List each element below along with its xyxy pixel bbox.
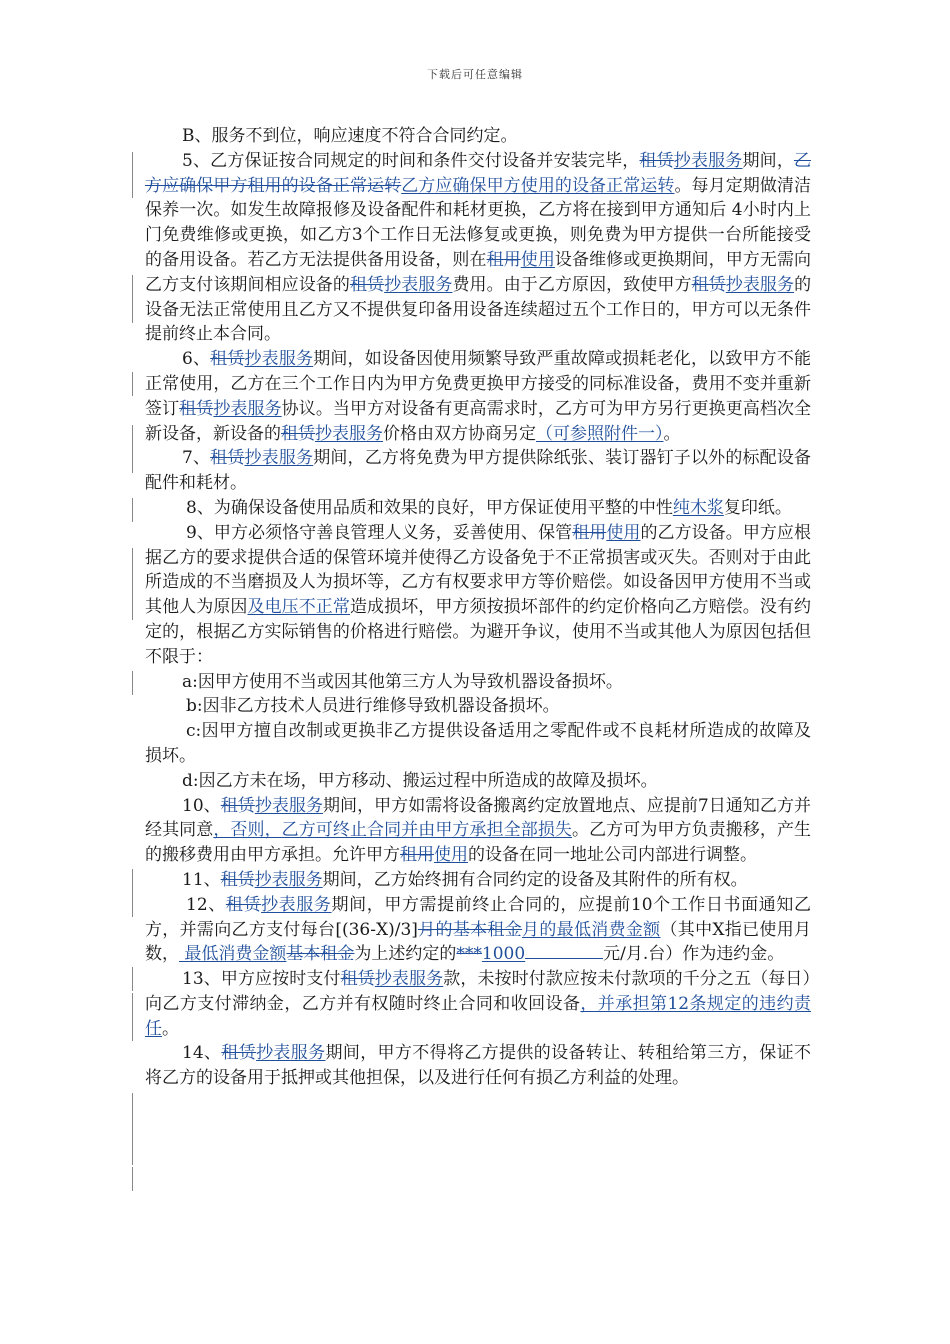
inserted-text: 及电压不正常 bbox=[247, 597, 350, 618]
page-header: 下载后可任意编辑 bbox=[427, 68, 523, 81]
deleted-text: 租赁 bbox=[179, 398, 214, 419]
inserted-text: 抄表服务 bbox=[254, 795, 323, 816]
change-bar bbox=[132, 869, 133, 917]
deleted-text: *** bbox=[456, 944, 482, 965]
body-text: 10、 bbox=[182, 795, 221, 816]
body-text: 款，未按时付款应按未付款项的千分之五（每日）向乙方支付滞纳金，乙方并有权随时终止合同和收回设备 bbox=[145, 969, 812, 1014]
inserted-text: 使用 bbox=[520, 249, 555, 270]
body-text: 6、 bbox=[182, 349, 211, 370]
body-text: 期间，甲方不得将乙方提供的设备转让、转租给第三方，保证不将乙方的设备用于抵押或其他担保，以及进行任何有损乙方利益的处理。 bbox=[145, 1043, 812, 1089]
body-text: 的乙方设备。甲方应根据乙方的要求提供合适的保管环境并使得乙方设备免于不正常损害或灭失。否则对于由此所造成的不当磨损及人为损坏等，乙方有权要求甲方等价赔偿。如设备因甲方使用不当或其他人为原因 bbox=[145, 522, 811, 618]
change-bar bbox=[132, 1167, 133, 1191]
body-text: B、服务不到位，响应速度不符合合同约定。 bbox=[182, 126, 518, 146]
body-text: 。 bbox=[162, 1018, 179, 1039]
fill-blank bbox=[525, 942, 603, 959]
body-text: 元/月.台）作为违约金。 bbox=[603, 944, 785, 965]
deleted-text: 租用 bbox=[400, 845, 434, 866]
change-bar bbox=[132, 425, 133, 473]
body-text: 11、 bbox=[182, 869, 221, 890]
deleted-text: 租赁 bbox=[340, 969, 375, 990]
body-text: 费用。由于乙方原因，致使甲方 bbox=[452, 274, 692, 295]
paragraph-11 bbox=[145, 868, 811, 893]
body-text: 价格由双方协商另定 bbox=[383, 423, 536, 444]
inserted-text: 抄表服务 bbox=[244, 448, 314, 469]
body-text: 的设备在同一地址公司内部进行调整。 bbox=[468, 845, 757, 866]
inserted-text: 最低消费金额 bbox=[179, 944, 287, 965]
body-text: 8、为确保设备使用品质和效果的良好，甲方保证使用平整的中性 bbox=[186, 497, 673, 518]
deleted-text: 租赁 bbox=[210, 448, 245, 469]
body-text: 期间，如设备因使用频繁导致严重故障或损耗老化，以致甲方不能正常使用，乙方在三个工作日内为甲方免费更换甲方接受的同标准设备，费用不变并重新签订 bbox=[145, 349, 812, 419]
paragraph-b bbox=[145, 124, 811, 149]
paragraph-6 bbox=[145, 347, 811, 446]
inserted-text: 抄表服务 bbox=[374, 969, 444, 990]
deleted-text: 租赁 bbox=[281, 423, 315, 444]
body-text: 协议。当甲方对设备有更高需求时，乙方可为甲方另行更换更高档次全新设备，新设备的 bbox=[145, 398, 812, 444]
body-text: 期间，甲方如需将设备搬离约定放置地点、应提前7日通知乙方并经其同意 bbox=[145, 795, 811, 841]
inserted-text: 抄表服务 bbox=[254, 869, 323, 890]
inserted-text: 抄表服务 bbox=[213, 398, 282, 419]
body-text: 14、 bbox=[182, 1043, 222, 1064]
paragraph-9d bbox=[145, 769, 811, 794]
deleted-text: 租赁 bbox=[220, 795, 255, 816]
change-bar bbox=[132, 275, 133, 323]
deleted-text: 租用 bbox=[572, 522, 607, 543]
body-text: 的设备无法正常使用且乙方又不提供复印备用设备连续超过五个工作日的，甲方可以无条件提前终止本合同。 bbox=[145, 274, 812, 345]
paragraph-14 bbox=[145, 1041, 811, 1091]
deleted-text: 租赁 bbox=[220, 869, 255, 890]
inserted-text: 1000 bbox=[481, 944, 526, 965]
body-text: 期间，甲方需提前终止合同的，应提前10个工作日书面通知乙方，并需向乙方支付每台[(36-X)/3] bbox=[145, 894, 811, 940]
body-text: 期间，乙方始终拥有合同约定的设备及其附件的所有权。 bbox=[322, 869, 748, 890]
body-text: b:因非乙方技术人员进行维修导致机器设备损坏。 bbox=[186, 696, 560, 717]
change-bar bbox=[132, 1093, 133, 1165]
inserted-text: 抄表服务 bbox=[315, 423, 383, 444]
deleted-text: 租赁 bbox=[349, 274, 385, 295]
inserted-text: ，否则，乙方可终止合同并由甲方承担全部损失 bbox=[213, 820, 572, 841]
change-bar bbox=[132, 993, 133, 1041]
body-text: 12、 bbox=[186, 894, 226, 915]
body-text: （其中X指已使用月数， bbox=[145, 919, 812, 965]
body-text: d:因乙方未在场，甲方移动、搬运过程中所造成的故障及损坏。 bbox=[182, 770, 658, 791]
deleted-text: 乙方应确保甲方租用的设备正常运转 bbox=[145, 150, 811, 196]
change-bar bbox=[132, 548, 133, 596]
body-text: 期间，乙方将免费为甲方提供除纸张、装订器钉子以外的标配设备配件和耗材。 bbox=[145, 448, 812, 494]
deleted-text: 租赁 bbox=[210, 349, 245, 370]
deleted-text: 租赁 bbox=[691, 274, 726, 295]
inserted-text: 乙方应确保甲方使用的设备正常运转 bbox=[401, 175, 675, 196]
body-text: c:因甲方擅自改制或更换非乙方提供设备适用之零配件或不良耗材所造成的故障及损坏。 bbox=[145, 721, 811, 766]
body-text: 复印纸。 bbox=[723, 497, 792, 518]
inserted-text: 使用 bbox=[434, 845, 468, 866]
paragraph-10 bbox=[145, 794, 811, 868]
change-bar bbox=[132, 372, 133, 396]
deleted-text: 租赁 bbox=[639, 150, 674, 171]
deleted-text: 基本租金 bbox=[286, 944, 355, 965]
body-text: 。 bbox=[663, 423, 681, 444]
inserted-text: 纯木浆 bbox=[672, 497, 724, 518]
inserted-text: 抄表服务 bbox=[256, 1043, 326, 1064]
body-text: 13、甲方应按时支付 bbox=[182, 969, 341, 990]
inserted-text: 抄表服务 bbox=[673, 150, 743, 171]
body-text: 期间， bbox=[742, 150, 794, 171]
change-bar bbox=[132, 498, 133, 522]
change-bar bbox=[132, 596, 133, 620]
inserted-text: 抄表服务 bbox=[244, 349, 314, 370]
change-bar bbox=[132, 967, 133, 991]
inserted-text: 抄表服务 bbox=[261, 894, 332, 915]
inserted-text: 使用 bbox=[606, 522, 641, 543]
body-text: 设备维修或更换期间，甲方无需向乙方支付该期间相应设备的 bbox=[145, 249, 812, 295]
body-text: 。乙方可为甲方负责搬移，产生的搬移费用由甲方承担。允许甲方 bbox=[145, 820, 812, 866]
body-text: 为上述约定的 bbox=[354, 944, 457, 965]
paragraph-9c bbox=[145, 719, 811, 769]
deleted-text: 租赁 bbox=[221, 1043, 257, 1064]
body-text: 7、 bbox=[182, 448, 211, 469]
inserted-text: 月的最低消费金额 bbox=[522, 919, 661, 940]
body-text: 5、乙方保证按合同规定的时间和条件交付设备并安装完毕， bbox=[182, 150, 640, 171]
deleted-text: 月的基本租金 bbox=[417, 919, 523, 940]
deleted-text: 租赁 bbox=[225, 894, 262, 915]
contract-body bbox=[145, 124, 811, 1091]
paragraph-5 bbox=[145, 149, 811, 347]
body-text: 。每月定期做清洁保养一次。如发生故障报修及设备配件和耗材更换，乙方将在接到甲方通知后 4小时内上门免费维修或更换，如乙方3个工作日无法修复或更换，则免费为甲方提供一台所能接受的备用设备。若乙方无法提供备用设备，则在 bbox=[145, 175, 812, 270]
body-text: a:因甲方使用不当或因其他第三方人为导致机器设备损坏。 bbox=[182, 671, 623, 692]
body-text: 造成损坏，甲方须按损坏部件的约定价格向乙方赔偿。没有约定的，根据乙方实际销售的价格进行赔偿。为避开争议，使用不当或其他人为原因包括但不限于： bbox=[145, 597, 812, 667]
deleted-text: 租用 bbox=[486, 249, 521, 270]
paragraph-13 bbox=[145, 967, 811, 1041]
paragraph-9a bbox=[145, 670, 811, 695]
inserted-text: （可参照附件一） bbox=[536, 423, 664, 444]
inserted-text: 抄表服务 bbox=[725, 274, 795, 295]
paragraph-8 bbox=[145, 496, 811, 521]
change-bar bbox=[132, 671, 133, 695]
paragraph-7 bbox=[145, 446, 811, 496]
paragraph-9 bbox=[145, 521, 811, 670]
inserted-text: 抄表服务 bbox=[384, 274, 453, 295]
inserted-text: ，并承担第12条规定的违约责任 bbox=[145, 993, 812, 1039]
body-text: 9、甲方必须恪守善良管理人义务，妥善使用、保管 bbox=[186, 522, 573, 543]
paragraph-9b bbox=[145, 694, 811, 719]
paragraph-12 bbox=[145, 893, 811, 967]
change-bar bbox=[132, 152, 133, 198]
